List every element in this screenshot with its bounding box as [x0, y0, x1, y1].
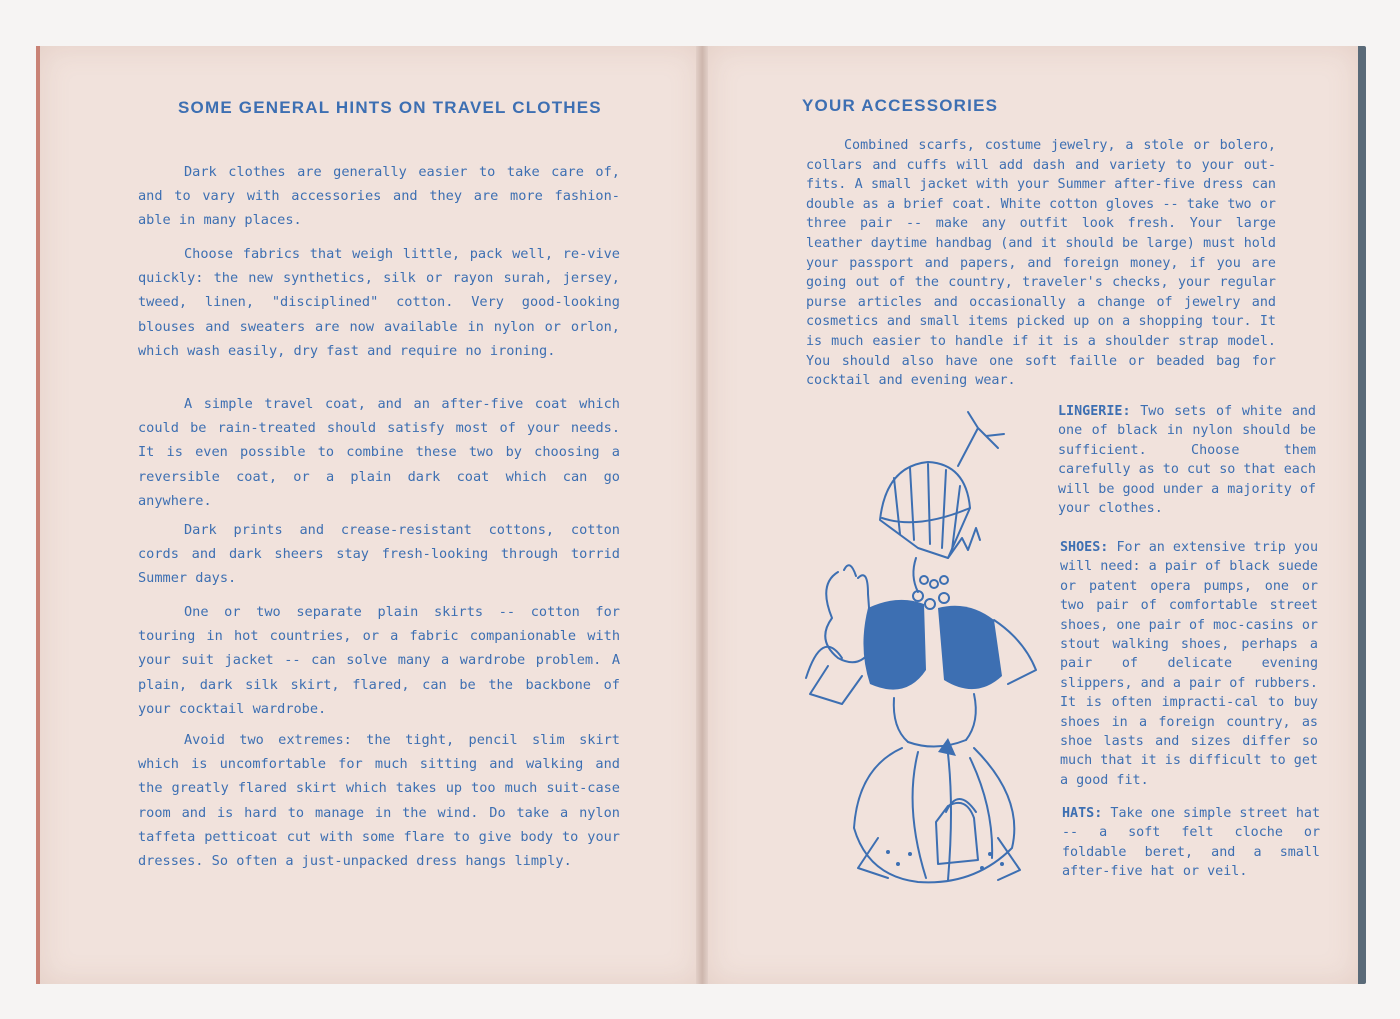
left-page-title: SOME GENERAL HINTS ON TRAVEL CLOTHES [178, 98, 602, 117]
right-page [708, 46, 1358, 984]
paragraph-extremes: Avoid two extremes: the tight, pencil slim skirt which is uncomfortable for much sitting and walking and the greatly flared skirt which takes up too much suit-case room and is hard to manage in the wind. Do take a nylon taffeta petticoat cut with some flare to give body to your dresses. So often a just-unpacked dress hangs limply. [138, 732, 620, 870]
section-lingerie-label: LINGERIE: [1058, 404, 1131, 419]
section-lingerie-text: Two sets of white and one of black in nylon should be sufficient. Choose them carefully as to cut so that each will be good under a majority of your clothes. [1058, 404, 1316, 517]
section-shoes-label: SHOES: [1060, 540, 1109, 555]
section-hats-text: Take one simple street hat -- a soft felt cloche or foldable beret, and a small after-five hat or veil. [1062, 806, 1321, 880]
paragraph-dark-prints: Dark prints and crease-resistant cottons, cotton cords and dark sheers stay fresh-looking through torrid Summer days. [138, 522, 620, 587]
paragraph-fabrics: Choose fabrics that weigh little, pack well, re-vive quickly: the new synthetics, silk or rayon surah, jersey, tweed, linen, "disciplined" cotton. Very good-looking blouses and sweaters are now available in nylon or orlon, which wash easily, dry fast and require no ironing. [138, 246, 620, 359]
paragraph-travel-coat: A simple travel coat, and an after-five coat which could be rain-treated should satisfy most of your needs. It is even possible to combine these two by choosing a reversible coat, or a plain dark coat which can go anywhere. [138, 396, 620, 509]
section-shoes-text: For an extensive trip you will need: a pair of black suede or patent opera pumps, one or two pair of comfortable street shoes, one pair of moc-casins or stout walking shoes, perhaps a pair of delicate evening slippers, and a pair of rubbers. It is often impracti-cal to buy shoes in a foreign country, as shoe lasts and sizes differ so much that it is difficult to get a good fit. [1060, 540, 1319, 788]
section-shoes [1060, 538, 1318, 790]
booklet-spread [36, 46, 1366, 984]
left-page [36, 46, 700, 984]
section-hats [1062, 804, 1320, 882]
section-hats-label: HATS: [1062, 806, 1103, 821]
paragraph-dark-clothes: Dark clothes are generally easier to take care of, and to vary with accessories and they are more fashion-able in many places. [138, 164, 620, 229]
section-lingerie [1058, 402, 1316, 518]
paragraph-accessories: Combined scarfs, costume jewelry, a stole or bolero, collars and cuffs will add dash and variety to your out-fits. A small jacket with your Summer after-five dress can double as a brief coat. White cotton gloves -- take two or three pair -- make any outfit look fresh. Your large leather daytime handbag (and it should be large) must hold your passport and papers, and foreign money, if you are going out of the country, traveler's checks, your regular purse articles and occasionally a change of jewelry and cosmetics and small items picked up on a shopping tour. It is much easier to handle if it is a shoulder strap model. You should also have one soft faille or beaded bag for cocktail and evening wear. [806, 138, 1276, 389]
fashion-illustration [798, 408, 1048, 888]
right-page-title: YOUR ACCESSORIES [802, 96, 999, 115]
paragraph-skirts: One or two separate plain skirts -- cotton for touring in hot countries, or a fabric companionable with your suit jacket -- can solve many a wardrobe problem. A plain, dark silk skirt, flared, can be the backbone of your cocktail wardrobe. [138, 604, 620, 717]
